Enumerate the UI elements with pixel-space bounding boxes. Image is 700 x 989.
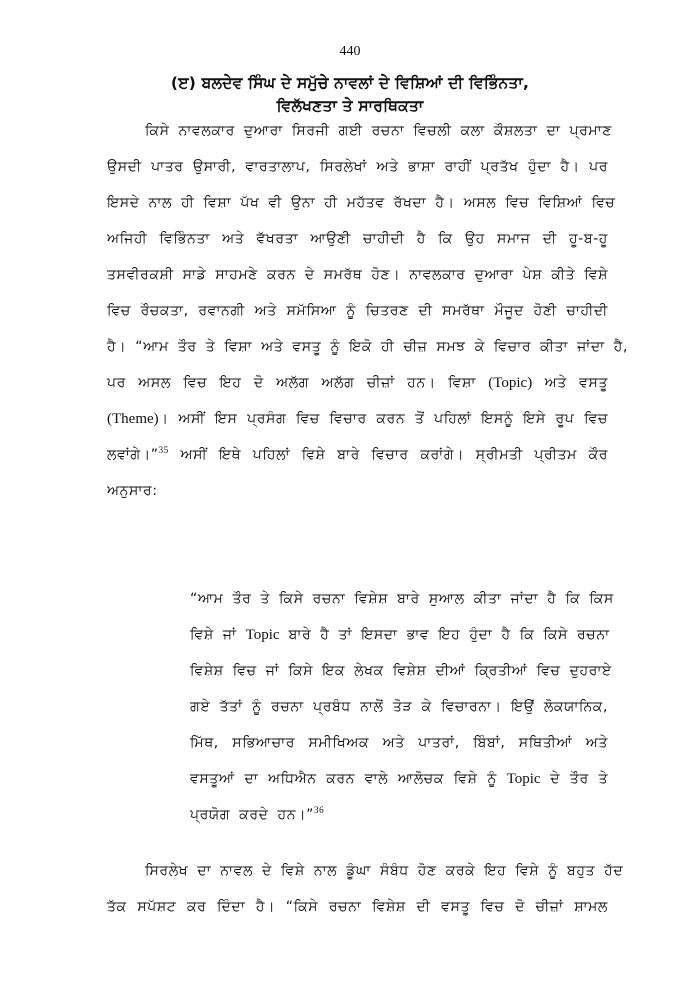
text-span: ਪਰ ਅਸਲ ਵਿਚ ਇਹ ਦੋ ਅਲੱਗ ਅਲੱਗ ਚੀਜ਼ਾਂ ਹਨ। ਵਿਸ਼ਾ xyxy=(107,375,489,391)
text-line: ਕਿਸੇ ਨਾਵਲਕਾਰ ਦੁਆਰਾ ਸਿਰਜੀ ਗਈ ਰਚਨਾ ਵਿਚਲੀ ਕਲਾ ਕੌਸ਼ਲਤਾ ਦਾ ਪ੍ਰਮਾਣ xyxy=(145,123,612,139)
text-line: ਇਸਦੇ ਨਾਲ ਹੀ ਵਿਸ਼ਾ ਪੱਖ ਵੀ ਉਨਾ ਹੀ ਮਹੱਤਵ ਰੱਖਦਾ ਹੈ। ਅਸਲ ਵਿਚ ਵਿਸ਼ਿਆਂ ਵਿਚ xyxy=(107,195,616,211)
text-span: ਵਸਤੂਆਂ ਦਾ ਅਧਿਐਨ ਕਰਨ ਵਾਲੇ ਆਲੋਚਕ ਵਿਸ਼ੇ ਨੂੰ xyxy=(190,771,507,787)
text-span: ਬਾਰੇ ਹੈ ਤਾਂ ਇਸਦਾ ਭਾਵ ਇਹ ਹੁੰਦਾ ਹੈ ਕਿ ਕਿਸੇ ਰਚਨਾ xyxy=(279,627,610,643)
page-number: 440 xyxy=(339,44,361,59)
latin-term: (Theme) xyxy=(107,411,159,427)
quote-line xyxy=(190,617,608,653)
text-span: ਲਵਾਂਗੇ।” xyxy=(107,447,159,463)
text-line: ਸਿਰਲੇਖ ਦਾ ਨਾਵਲ ਦੇ ਵਿਸ਼ੇ ਨਾਲ ਡੂੰਘਾ ਸੰਬੰਧ ਹੋਣ ਕਰਕੇ ਇਹ ਵਿਸ਼ੇ ਨੂੰ ਬਹੁਤ ਹੱਦ xyxy=(145,863,624,879)
footnote-ref-35: 35 xyxy=(158,445,169,455)
latin-term: (Topic) xyxy=(488,375,533,391)
section-heading xyxy=(100,72,600,118)
text-span: ਵਿਸ਼ੇ ਜਾਂ xyxy=(190,627,246,643)
footnote-ref-36: 36 xyxy=(313,805,325,815)
text-span: ਦੇ ਤੌਰ ਤੇ xyxy=(540,771,609,787)
latin-term: Topic xyxy=(245,627,280,643)
text-span: ਅਤੇ ਵਸਤੂ xyxy=(532,375,608,391)
latin-term: Topic xyxy=(506,771,541,787)
text-line: ਉਸਦੀ ਪਾਤਰ ਉਸਾਰੀ, ਵਾਰਤਾਲਾਪ, ਸਿਰਲੇਖਾਂ ਅਤੇ ਭਾਸ਼ਾ ਰਾਹੀਂ ਪ੍ਰਤੱਖ ਹੁੰਦਾ ਹੈ। ਪਰ xyxy=(107,159,608,175)
quote-line: ਵਿਸ਼ੇਸ਼ ਵਿਚ ਜਾਂ ਕਿਸੇ ਇਕ ਲੇਖਕ ਵਿਸ਼ੇਸ਼ ਦੀਆਂ ਕ੍ਰਿਤੀਆਂ ਵਿਚ ਦੁਹਰਾਏ xyxy=(190,663,612,679)
text-line xyxy=(107,365,608,401)
quote-line xyxy=(190,797,608,833)
text-line: ਤਸਵੀਰਕਸ਼ੀ ਸਾਡੇ ਸਾਹਮਣੇ ਕਰਨ ਦੇ ਸਮਰੱਥ ਹੋਣ। ਨਾਵਲਕਾਰ ਦੁਆਰਾ ਪੇਸ਼ ਕੀਤੇ ਵਿਸ਼ੇ xyxy=(107,267,609,283)
paragraph-2 xyxy=(107,853,624,925)
text-line: ਤੱਕ ਸਪੱਸ਼ਟ ਕਰ ਦਿੰਦਾ ਹੈ। “ਕਿਸੇ ਰਚਨਾ ਵਿਸ਼ੇਸ਼ ਦੀ ਵਸਤੂ ਵਿਚ ਦੋ ਚੀਜ਼ਾਂ ਸ਼ਾਮਲ xyxy=(107,899,608,915)
heading-line-2: ਵਿਲੱਖਣਤਾ ਤੇ ਸਾਰਥਿਕਤਾ xyxy=(276,97,424,115)
quote-line: “ਆਮ ਤੌਰ ਤੇ ਕਿਸੇ ਰਚਨਾ ਵਿਸ਼ੇਸ਼ ਬਾਰੇ ਸੁਆਲ ਕੀਤਾ ਜਾਂਦਾ ਹੈ ਕਿ ਕਿਸ xyxy=(190,591,614,607)
quote-line: ਗਏ ਤੱਤਾਂ ਨੂੰ ਰਚਨਾ ਪ੍ਰਬੰਧ ਨਾਲੋਂ ਤੋੜ ਕੇ ਵਿਚਾਰਨਾ। ਇਉਂ ਲੋਕਯਾਨਿਕ, xyxy=(190,699,608,715)
text-span: । ਅਸੀਂ ਇਸ ਪ੍ਰਸੰਗ ਵਿਚ ਵਿਚਾਰ ਕਰਨ ਤੋਂ ਪਹਿਲਾਂ ਇਸਨੂੰ ਇਸੇ ਰੂਪ ਵਿਚ xyxy=(158,411,608,427)
text-line xyxy=(107,437,608,473)
text-line: ਅਨੁਸਾਰ: xyxy=(107,483,158,499)
text-line: ਵਿਚ ਰੌਚਕਤਾ, ਰਵਾਨਗੀ ਅਤੇ ਸਮੱਸਿਆ ਨੂੰ ਚਿਤਰਣ ਦੀ ਸਮਰੱਥਾ ਮੌਜੂਦ ਹੋਣੀ ਚਾਹੀਦੀ xyxy=(107,303,608,319)
text-span: ਪ੍ਰਯੋਗ ਕਰਦੇ ਹਨ।” xyxy=(190,807,314,823)
quote-line: ਮਿੱਥ, ਸਭਿਆਚਾਰ ਸਮੀਖਿਅਕ ਅਤੇ ਪਾਤਰਾਂ, ਬਿੰਬਾਂ, ਸਥਿਤੀਆਂ ਅਤੇ xyxy=(190,735,608,751)
paragraph-1 xyxy=(107,113,629,509)
quote-line xyxy=(190,761,608,797)
block-quote xyxy=(190,581,614,833)
text-line: ਹੈ। “ਆਮ ਤੌਰ ਤੇ ਵਿਸ਼ਾ ਅਤੇ ਵਸਤੂ ਨੂੰ ਇਕੋ ਹੀ ਚੀਜ਼ ਸਮਝ ਕੇ ਵਿਚਾਰ ਕੀਤਾ ਜਾਂਦਾ ਹੈ, xyxy=(107,339,629,355)
text-span: ਅਸੀਂ ਇਥੇ ਪਹਿਲਾਂ ਵਿਸ਼ੇ ਬਾਰੇ ਵਿਚਾਰ ਕਰਾਂਗੇ। ਸ੍ਰੀਮਤੀ ਪ੍ਰੀਤਮ ਕੌਰ xyxy=(168,447,608,463)
text-line xyxy=(107,401,608,437)
text-line: ਅਜਿਹੀ ਵਿਭਿੰਨਤਾ ਅਤੇ ਵੱਖਰਤਾ ਆਉਣੀ ਚਾਹੀਦੀ ਹੈ ਕਿ ਉਹ ਸਮਾਜ ਦੀ ਹੂ-ਬ-ਹੂ xyxy=(107,231,608,247)
heading-line-1: (ੲ) ਬਲਦੇਵ ਸਿੰਘ ਦੇ ਸਮੁੱਚੇ ਨਾਵਲਾਂ ਦੇ ਵਿਸ਼ਿਆਂ ਦੀ ਵਿਭਿੰਨਤਾ, xyxy=(170,74,530,92)
